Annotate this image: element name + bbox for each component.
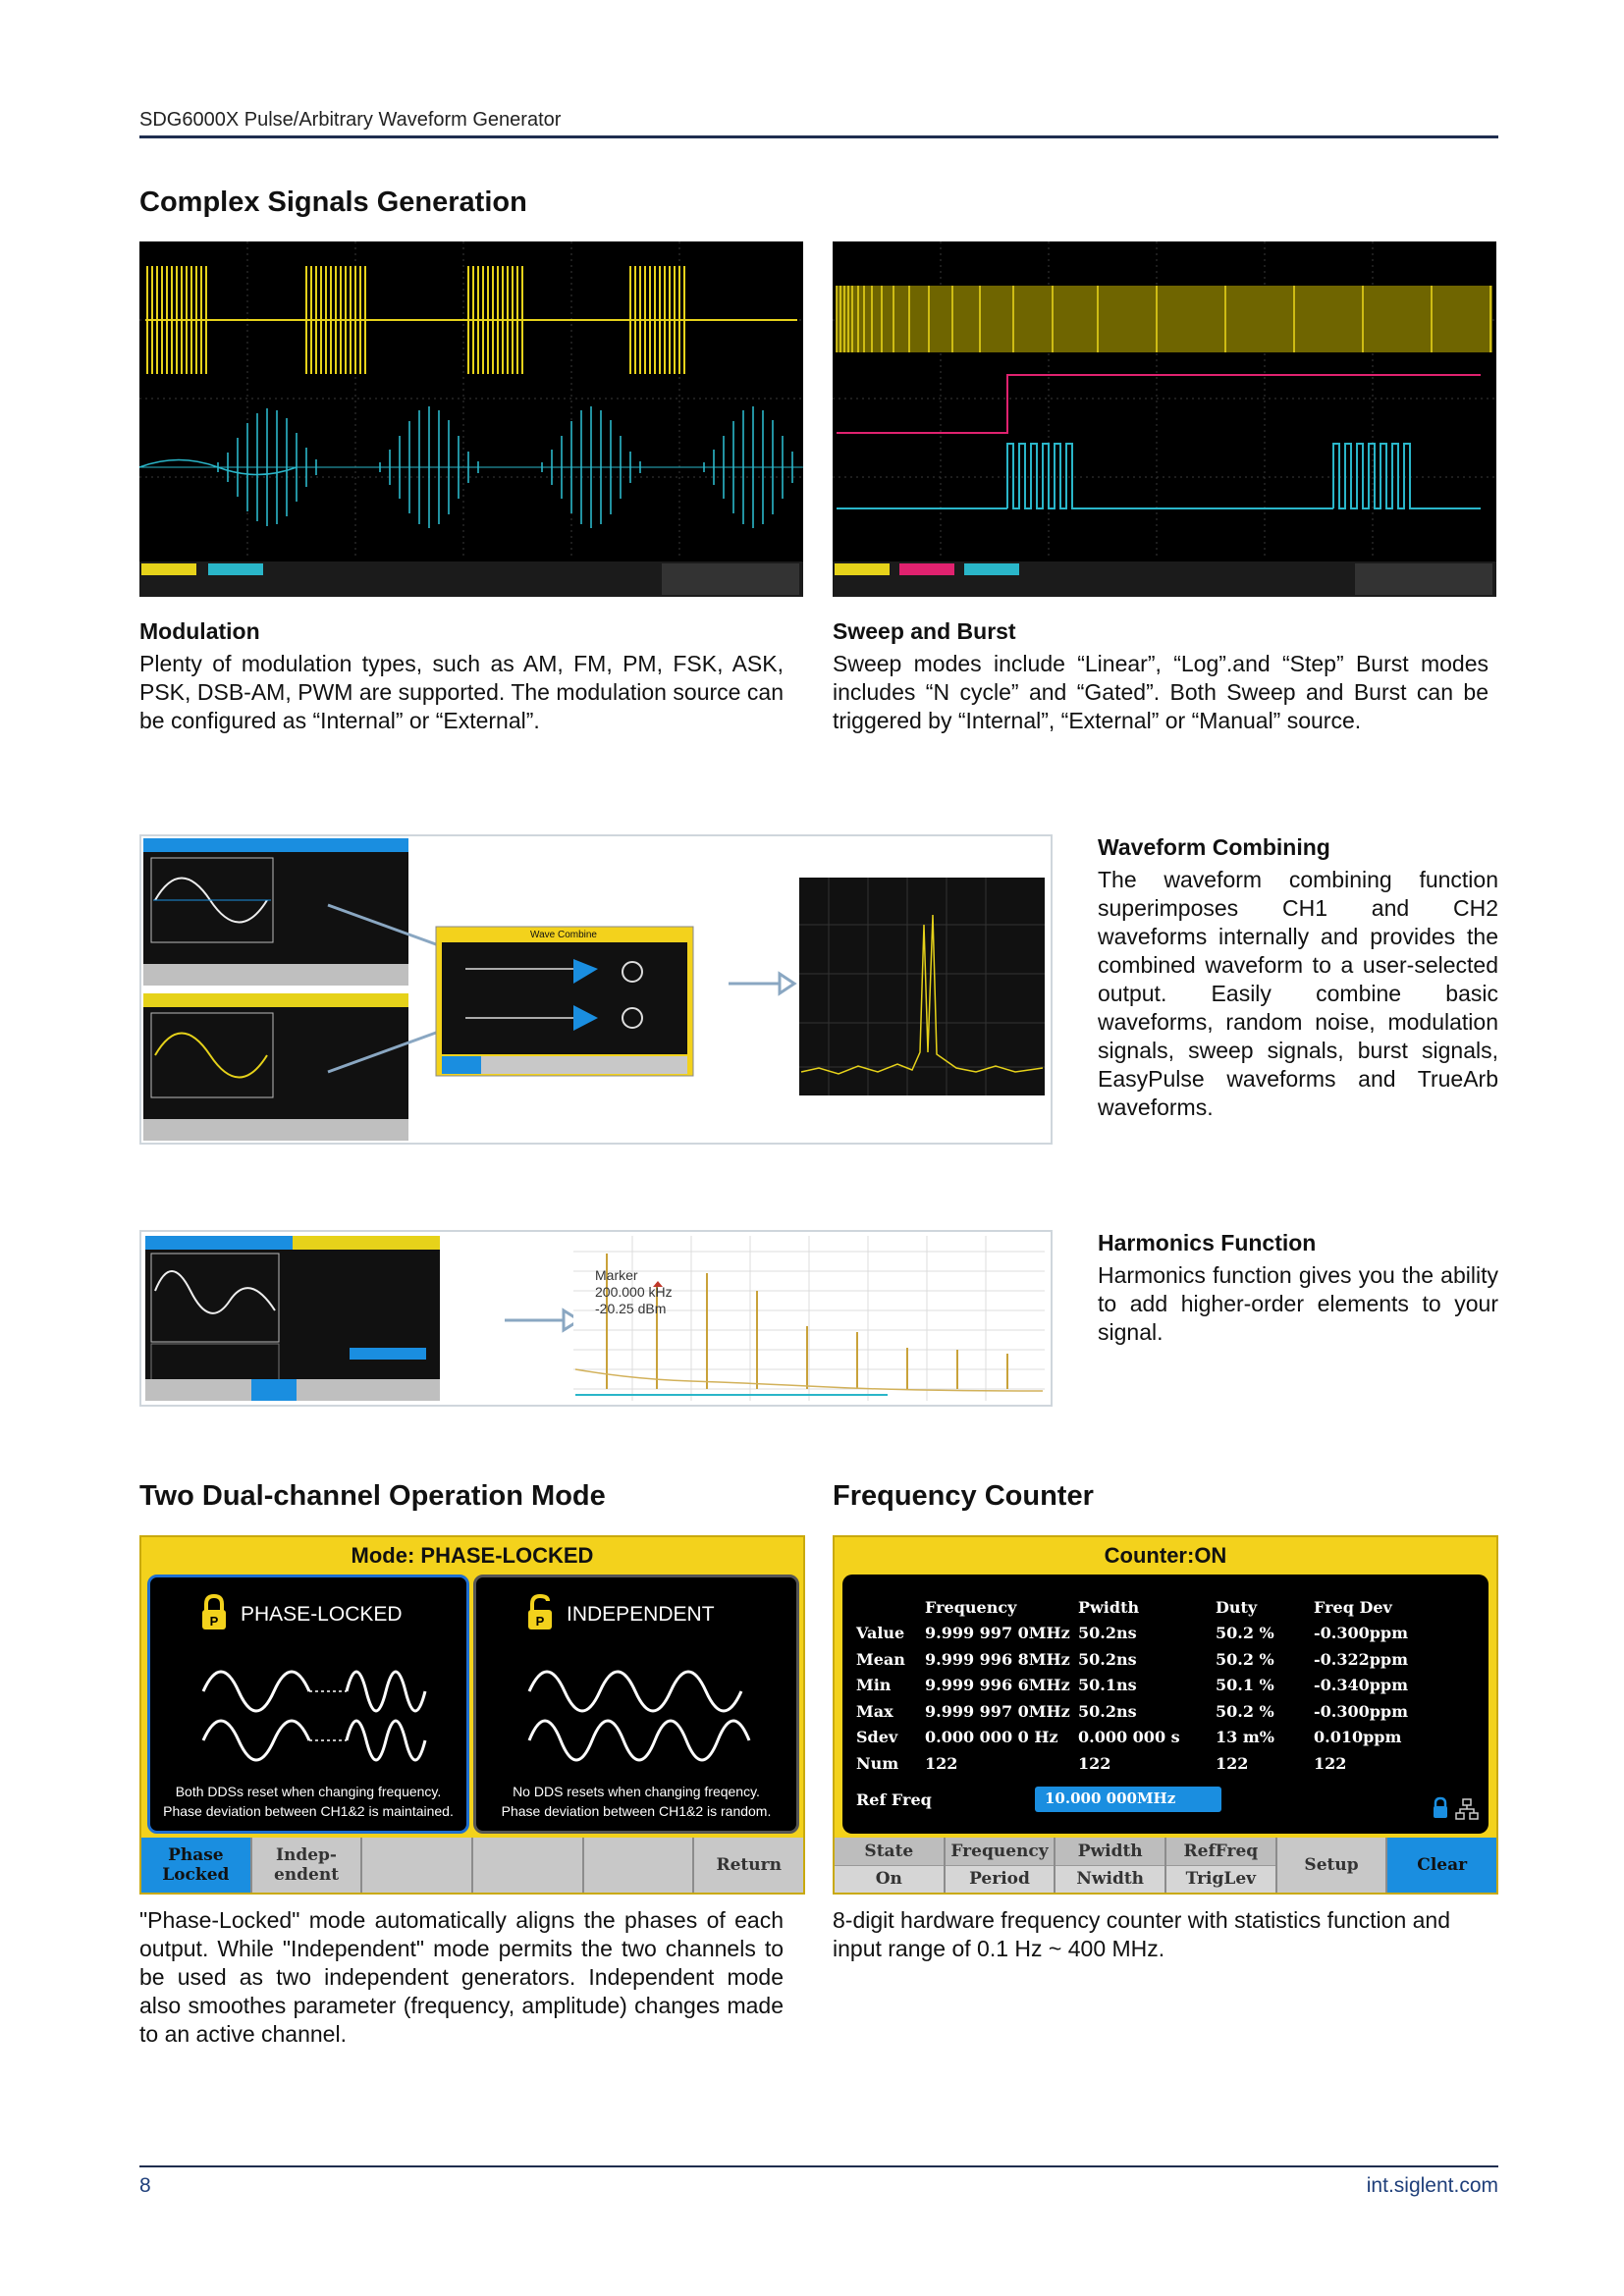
counter-table — [856, 1594, 1432, 1777]
sweep-burst-scope-screenshot — [833, 241, 1496, 597]
softkey-independent[interactable]: Indep- endent — [252, 1838, 363, 1893]
softkey-reffreq-triglev[interactable]: RefFreq TrigLev — [1166, 1838, 1277, 1893]
softkey-empty-4[interactable] — [473, 1838, 584, 1893]
cell: 50.1ns — [1078, 1676, 1137, 1695]
cell: 122 — [1216, 1753, 1249, 1773]
ref-freq-label: Ref Freq — [856, 1790, 932, 1809]
independent-box[interactable] — [473, 1575, 799, 1834]
counter-panel — [833, 1535, 1498, 1895]
row-label: Sdev — [856, 1728, 898, 1747]
cell: 50.2 % — [1216, 1649, 1274, 1669]
cell: 0.010ppm — [1314, 1728, 1402, 1747]
modulation-description: Plenty of modulation types, such as AM, FM, PM, FSK, ASK, PSK, DSB-AM, PWM are supported. The modulation source can be configured as “Internal” or “External”. — [139, 651, 784, 733]
row-label: Min — [856, 1676, 892, 1695]
mode-softkey-bar — [141, 1838, 803, 1893]
counter-header-row — [856, 1594, 1432, 1621]
footer-url[interactable]: int.siglent.com — [1366, 2174, 1498, 2197]
lock-closed-icon — [199, 1593, 229, 1632]
row-label: Mean — [856, 1649, 905, 1669]
cell: 122 — [1314, 1753, 1347, 1773]
marker-label: Marker — [595, 1267, 638, 1283]
harmonic-marker-readout — [595, 1267, 673, 1317]
col-frequency: Frequency — [925, 1597, 1017, 1617]
cell: 50.2ns — [1078, 1624, 1137, 1643]
row-label: Max — [856, 1701, 893, 1721]
mode-panel-title: Mode: PHASE-LOCKED — [351, 1543, 594, 1568]
waveform-combining-screenshot — [139, 834, 1053, 1145]
softkey-phase-locked[interactable]: Phase Locked — [141, 1838, 252, 1893]
independent-label: INDEPENDENT — [567, 1603, 715, 1626]
phase-locked-note-1: Both DDSs reset when changing frequency. — [175, 1784, 442, 1799]
section-title-complex-signals: Complex Signals Generation — [139, 187, 527, 218]
svg-text:P: P — [535, 1614, 545, 1629]
row-label: Value — [856, 1624, 905, 1643]
dual-channel-description: "Phase-Locked" mode automatically aligns the phases of each output. While "Independent" mode permits the two channels to be used as two independent generators. Independent mode also smoothes parameter (frequency, amplitude) changes made to an active channel. — [139, 1907, 784, 2047]
section-title-frequency-counter: Frequency Counter — [833, 1480, 1094, 1512]
page-number: 8 — [139, 2174, 151, 2197]
harmonics-description: Harmonics function gives you the ability to add higher-order elements to your signal. — [1098, 1262, 1498, 1345]
cell: 9.999 997 0MHz — [925, 1701, 1070, 1721]
softkey-empty-3[interactable] — [362, 1838, 473, 1893]
independent-note-1: No DDS resets when changing freqency. — [513, 1784, 760, 1799]
cell: -0.322ppm — [1314, 1649, 1409, 1669]
table-row — [856, 1698, 1432, 1725]
svg-text:P: P — [209, 1614, 219, 1629]
cell: 13 m% — [1216, 1728, 1274, 1747]
table-row — [856, 1646, 1432, 1673]
table-row — [856, 1621, 1432, 1647]
softkey-state[interactable]: State On — [835, 1838, 946, 1893]
section-title-dual-channel: Two Dual-channel Operation Mode — [139, 1480, 606, 1512]
counter-softkey-bar — [835, 1838, 1496, 1893]
cell: -0.300ppm — [1314, 1701, 1409, 1721]
cell: -0.340ppm — [1314, 1676, 1409, 1695]
phase-locked-waves — [199, 1662, 435, 1764]
frequency-counter-description: 8-digit hardware frequency counter with statistics function and input range of 0.1 Hz ~ 400 MHz. — [833, 1907, 1450, 1961]
col-duty: Duty — [1216, 1597, 1258, 1617]
network-icon — [1455, 1798, 1479, 1820]
independent-note-2: Phase deviation between CH1&2 is random. — [501, 1803, 772, 1819]
section-title-waveform-combining: Waveform Combining — [1098, 834, 1330, 860]
softkey-frequency-period[interactable]: Frequency Period — [946, 1838, 1056, 1893]
table-row — [856, 1673, 1432, 1699]
mode-panel — [139, 1535, 805, 1895]
cell: 9.999 996 6MHz — [925, 1676, 1070, 1695]
waveform-combining-description: The waveform combining function superimposes CH1 and CH2 waveforms internally and provides the combined waveform to a user-selected output. Easily combine basic waveforms, random noise, modulation signals, sweep signals, burst signals, EasyPulse waveforms and TrueArb waveforms. — [1098, 867, 1498, 1120]
marker-level: -20.25 dBm — [595, 1301, 667, 1316]
marker-frequency: 200.000 kHz — [595, 1284, 673, 1300]
counter-panel-title: Counter:ON — [1104, 1543, 1227, 1568]
section-title-modulation: Modulation — [139, 618, 260, 644]
row-label: Num — [856, 1753, 899, 1773]
sweep-burst-description: Sweep modes include “Linear”, “Log”.and “Step” Burst modes includes “N cycle” and “Gated”. Both Sweep and Burst can be triggered by “Internal”, “External” or “Manual” source. — [833, 651, 1489, 733]
cell: -0.300ppm — [1314, 1624, 1409, 1643]
lock-open-icon — [525, 1593, 555, 1632]
cell: 50.1 % — [1216, 1676, 1274, 1695]
cell: 122 — [1078, 1753, 1111, 1773]
phase-locked-box[interactable] — [147, 1575, 469, 1834]
softkey-empty-5[interactable] — [584, 1838, 695, 1893]
softkey-setup[interactable]: Setup — [1277, 1838, 1388, 1893]
col-freq-dev: Freq Dev — [1314, 1597, 1392, 1617]
header-divider — [139, 135, 1498, 138]
phase-locked-label: PHASE-LOCKED — [241, 1603, 403, 1626]
softkey-pwidth-nwidth[interactable]: Pwidth Nwidth — [1056, 1838, 1166, 1893]
cell: 9.999 997 0MHz — [925, 1624, 1070, 1643]
independent-waves — [525, 1662, 761, 1764]
cell: 50.2 % — [1216, 1701, 1274, 1721]
cell: 0.000 000 s — [1078, 1728, 1180, 1747]
cell: 0.000 000 0 Hz — [925, 1728, 1058, 1747]
section-title-sweep-burst: Sweep and Burst — [833, 618, 1016, 644]
modulation-scope-screenshot — [139, 241, 803, 597]
cell: 50.2ns — [1078, 1701, 1137, 1721]
harmonics-screenshot — [139, 1230, 1053, 1407]
cell: 9.999 996 8MHz — [925, 1649, 1070, 1669]
cell: 122 — [925, 1753, 958, 1773]
footer-divider — [139, 2165, 1498, 2167]
wave-combine-dialog-title: Wave Combine — [530, 930, 597, 940]
document-header-title: SDG6000X Pulse/Arbitrary Waveform Generator — [139, 109, 562, 131]
softkey-return[interactable]: Return — [694, 1838, 803, 1893]
counter-screen — [842, 1575, 1489, 1834]
ref-freq-input[interactable]: 10.000 000MHz — [1035, 1787, 1221, 1812]
lock-icon — [1432, 1796, 1449, 1820]
softkey-clear[interactable]: Clear — [1387, 1838, 1496, 1893]
section-title-harmonics: Harmonics Function — [1098, 1230, 1317, 1255]
cell: 50.2 % — [1216, 1624, 1274, 1643]
table-row — [856, 1725, 1432, 1751]
col-pwidth: Pwidth — [1078, 1597, 1140, 1617]
phase-locked-note-2: Phase deviation between CH1&2 is maintained. — [163, 1803, 454, 1819]
cell: 50.2ns — [1078, 1649, 1137, 1669]
table-row — [856, 1750, 1432, 1777]
